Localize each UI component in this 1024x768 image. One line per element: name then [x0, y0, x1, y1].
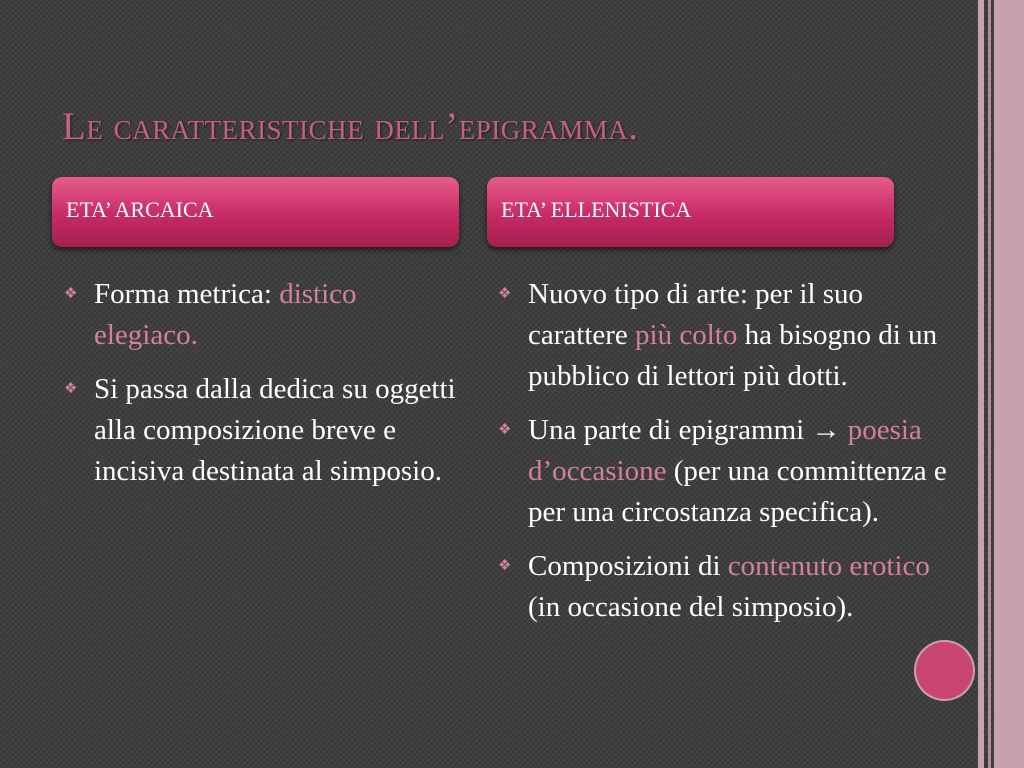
list-item: ❖ Forma metrica: distico elegiaco. — [64, 274, 459, 356]
highlight-text: più colto — [635, 319, 738, 351]
highlight-text: poesia d’occasione — [528, 414, 922, 487]
list-item: ❖ Una parte di epigrammi → poesia d’occasione (per una committenza e per una circostanza specifica). — [498, 410, 963, 533]
side-stripe-wide — [994, 0, 1024, 768]
diamond-bullet-icon: ❖ — [64, 286, 78, 302]
diamond-bullet-icon: ❖ — [498, 422, 512, 438]
highlight-text: contenuto erotico — [727, 550, 930, 582]
list-item: ❖ Si passa dalla dedica su oggetti alla composizione breve e incisiva destinata al simposio. — [64, 369, 459, 492]
side-stripe-thin — [988, 0, 991, 768]
diamond-bullet-icon: ❖ — [498, 286, 512, 302]
decorative-circle — [914, 640, 975, 701]
header-eta-arcaica: ETA’ ARCAICA — [52, 177, 459, 247]
diamond-bullet-icon: ❖ — [64, 381, 78, 397]
bullet-list-arcaica — [64, 274, 459, 505]
side-stripe — [978, 0, 984, 768]
arrow-right-icon: → — [811, 414, 841, 446]
highlight-text: distico elegiaco. — [94, 278, 357, 351]
list-item: ❖ Composizioni di contenuto erotico (in occasione del simposio). — [498, 546, 963, 628]
bullet-list-ellenistica — [498, 274, 963, 641]
diamond-bullet-icon: ❖ — [498, 558, 512, 574]
list-item: ❖ Nuovo tipo di arte: per il suo carattere più colto ha bisogno di un pubblico di lettori più dotti. — [498, 274, 963, 397]
slide-title: Le caratteristiche dell’epigramma. — [62, 105, 639, 148]
header-eta-ellenistica: ETA’ ELLENISTICA — [487, 177, 894, 247]
